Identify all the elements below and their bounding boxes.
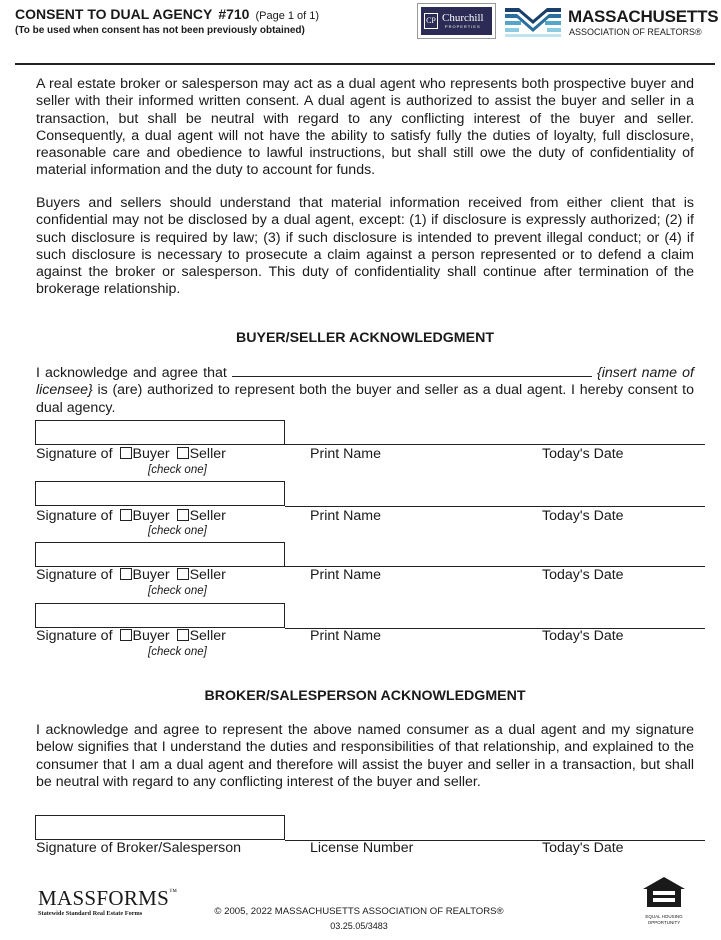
signature-label — [36, 567, 226, 583]
print-name-label: Print Name — [310, 508, 381, 524]
equal-housing-icon — [641, 876, 687, 908]
signature-line — [285, 506, 705, 507]
print-name-label: Print Name — [310, 446, 381, 462]
signature-line — [285, 444, 705, 445]
todays-date-label: Today's Date — [542, 508, 624, 524]
buyer-checkbox[interactable] — [120, 629, 132, 641]
seller-label: Seller — [189, 567, 226, 583]
seller-label: Seller — [189, 446, 226, 462]
insert-licensee-hint: {insert name of licensee} — [36, 365, 694, 399]
seller-checkbox[interactable] — [177, 568, 189, 580]
signature-prefix: Signature of — [36, 446, 113, 462]
buyer-label: Buyer — [132, 446, 170, 462]
broker-signature-label: Signature of Broker/Salesperson — [36, 840, 242, 856]
massforms-wordmark: MASSFORMS — [38, 886, 170, 910]
buyer-checkbox[interactable] — [120, 447, 132, 459]
form-title-text: CONSENT TO DUAL AGENCY — [15, 6, 213, 22]
check-one-hint: [check one] — [148, 646, 207, 658]
intro-paragraph-1: A real estate broker or salesperson may act as a dual agent who represents both prospective buyer and seller with their informed written consent. A dual agent is authorized to assist the buyer and seller in a transaction, but shall be neutral with regard to any conflicting interest of the buyer and seller. Consequently, a dual agent will not have the ability to satisfy fully the duties of loyalty, full disclosure, reasonable care and obedience to lawful instructions, but shall still owe the duty of confidentiality of material information and the duty to account for funds. — [36, 76, 694, 179]
todays-date-label: Today's Date — [542, 446, 624, 462]
form-title — [15, 6, 319, 22]
signature-prefix: Signature of — [36, 628, 113, 644]
massforms-tagline: Statewide Standard Real Estate Forms — [38, 910, 143, 917]
buyer-checkbox[interactable] — [120, 568, 132, 580]
licensee-name-field[interactable] — [232, 364, 592, 377]
signature-label — [36, 628, 226, 644]
page-info: (Page 1 of 1) — [255, 10, 320, 22]
equal-housing-opportunity — [639, 876, 689, 925]
association-name: MASSACHUSETTS — [568, 7, 719, 26]
print-name-label: Print Name — [310, 628, 381, 644]
eho-caption-2: OPPORTUNITY — [647, 920, 681, 925]
broker-date-label: Today's Date — [542, 840, 624, 856]
check-one-hint: [check one] — [148, 585, 207, 597]
form-number: #710 — [218, 6, 250, 22]
form-version: 03.25.05/3483 — [330, 921, 388, 931]
broker-signature-box[interactable] — [35, 815, 285, 840]
seller-checkbox[interactable] — [177, 447, 189, 459]
brokerage-name: Churchill — [442, 12, 484, 24]
seller-label: Seller — [189, 508, 226, 524]
buyer-label: Buyer — [132, 508, 170, 524]
eho-caption-1: EQUAL HOUSING — [645, 914, 683, 919]
seller-checkbox[interactable] — [177, 629, 189, 641]
buyer-seller-consent-text — [36, 364, 694, 417]
brokerage-monogram: CP — [424, 13, 438, 29]
print-name-label: Print Name — [310, 567, 381, 583]
form-subtitle: (To be used when consent has not been previously obtained) — [15, 25, 305, 36]
check-one-hint: [check one] — [148, 525, 207, 537]
intro-paragraph-2: Buyers and sellers should understand that material information received from either client that is confidential may not be disclosed by a dual agent, except: (1) if disclosure is expressly authorized; (2) if such disclosure is required by law; (3) if such disclosure is intended to prevent illegal conduct; or (4) if such disclosure is necessary to prosecute a claim against a person represented or to defend a claim against the broker or salesperson. This duty of confidentiality shall continue after termination of the brokerage relationship. — [36, 195, 694, 298]
todays-date-label: Today's Date — [542, 628, 624, 644]
massforms-trademark: ™ — [169, 887, 178, 896]
signature-label — [36, 446, 226, 462]
signature-prefix: Signature of — [36, 567, 113, 583]
seller-checkbox[interactable] — [177, 509, 189, 521]
buyer-label: Buyer — [132, 567, 170, 583]
header-divider — [15, 63, 715, 65]
seller-label: Seller — [189, 628, 226, 644]
signature-box[interactable] — [35, 542, 285, 567]
buyer-checkbox[interactable] — [120, 509, 132, 521]
association-logo-icon — [505, 4, 561, 38]
buyer-label: Buyer — [132, 628, 170, 644]
consent-text-before: I acknowledge and agree that — [36, 365, 227, 381]
todays-date-label: Today's Date — [542, 567, 624, 583]
check-one-hint: [check one] — [148, 464, 207, 476]
brokerage-logo — [417, 3, 496, 39]
broker-heading: BROKER/SALESPERSON ACKNOWLEDGMENT — [204, 688, 526, 704]
signature-box[interactable] — [35, 420, 285, 445]
signature-box[interactable] — [35, 481, 285, 506]
signature-prefix: Signature of — [36, 508, 113, 524]
broker-paragraph: I acknowledge and agree to represent the above named consumer as a dual agent and my signature below signifies that I understand the duties and responsibilities of that relationship, and explained to the consumer that I am a dual agent and therefore will assist the buyer and seller in a transaction, but shall be neutral with regard to any conflicting interest of the buyer and seller. — [36, 722, 694, 790]
buyer-seller-heading: BUYER/SELLER ACKNOWLEDGMENT — [235, 330, 494, 346]
signature-label — [36, 508, 226, 524]
signature-box[interactable] — [35, 603, 285, 628]
consent-text-after: is (are) authorized to represent both the buyer and seller as a dual agent. I hereby consent to dual agency. — [36, 382, 694, 416]
brokerage-tagline: PROPERTIES — [444, 24, 481, 29]
license-number-label: License Number — [310, 840, 414, 856]
association-subtitle: ASSOCIATION OF REALTORS® — [569, 27, 702, 37]
copyright-notice: © 2005, 2022 MASSACHUSETTS ASSOCIATION OF REALTORS® — [214, 906, 504, 917]
